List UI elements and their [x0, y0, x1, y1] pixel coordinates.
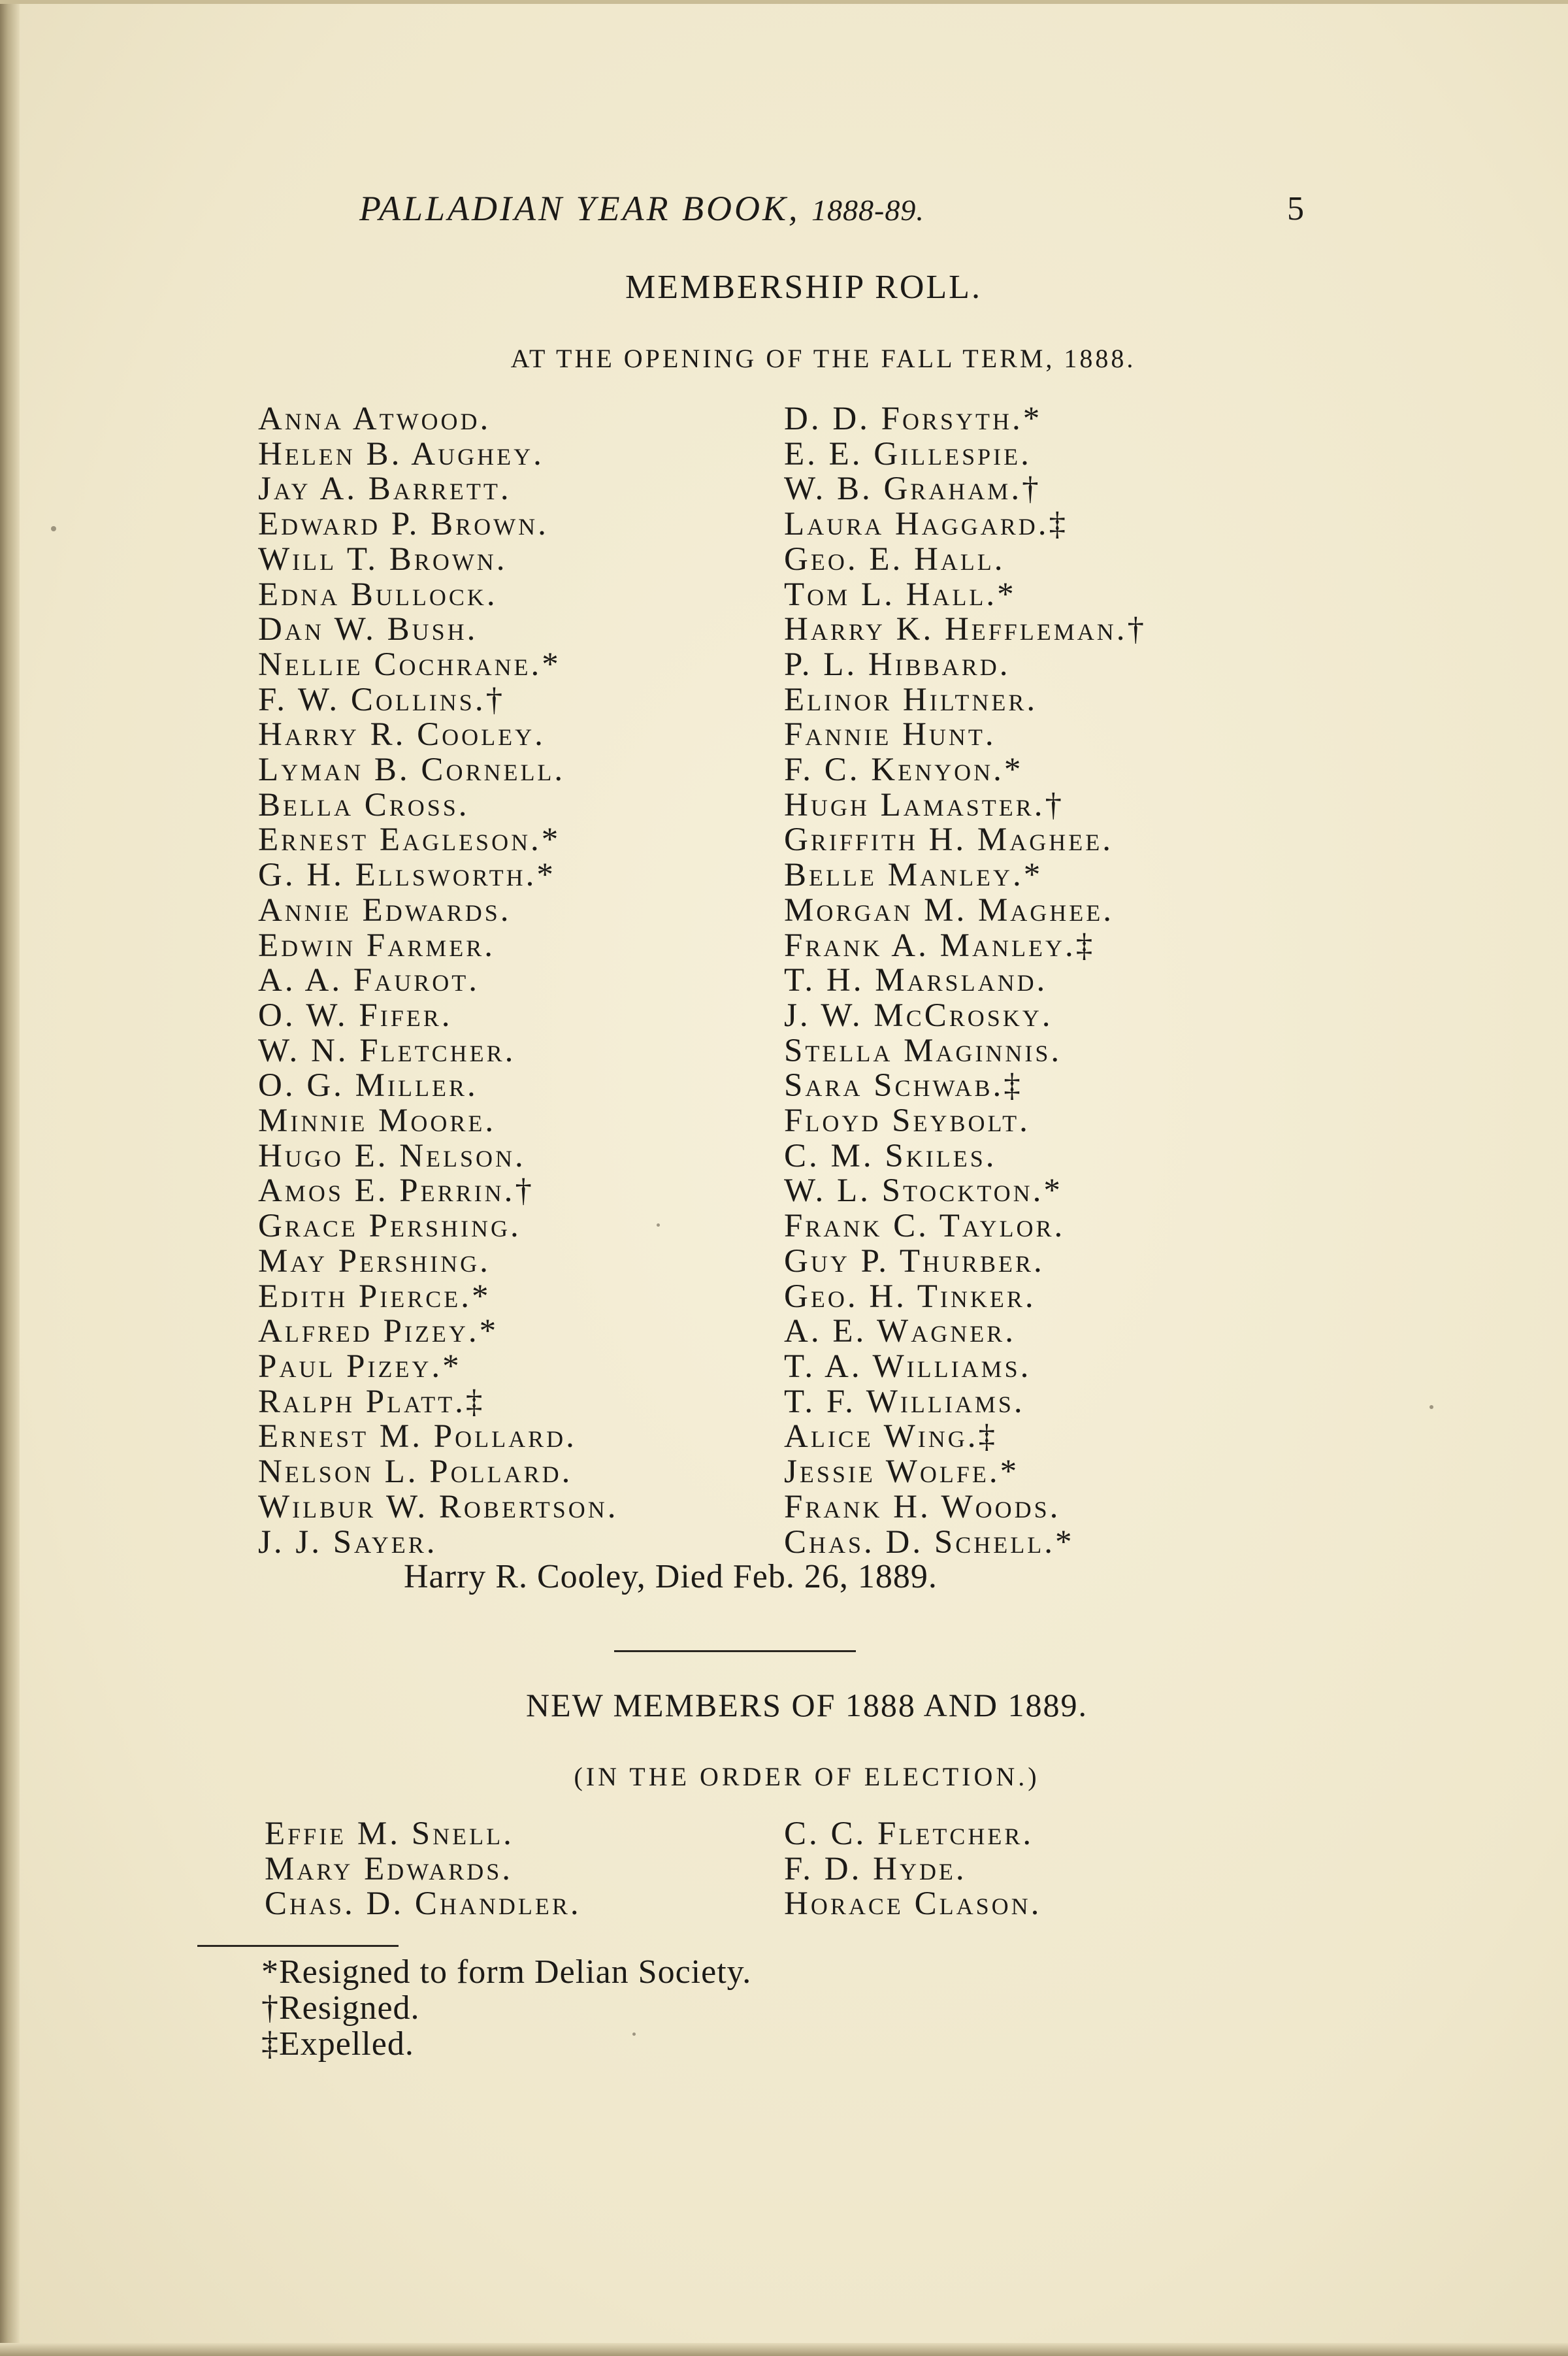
- new-member-name: Mary Edwards.: [265, 1850, 514, 1887]
- new-member-name: Effie M. Snell.: [265, 1816, 514, 1852]
- paper-speck: [632, 2032, 636, 2036]
- member-name: W. B. Graham.†: [784, 471, 1041, 508]
- running-head-years: 1888-89.: [811, 193, 924, 227]
- member-name: Frank C. Taylor.: [784, 1208, 1066, 1245]
- member-name: F. C. Kenyon.*: [784, 752, 1024, 789]
- member-name: Guy P. Thurber.: [784, 1242, 1045, 1280]
- member-name: Paul Pizey.*: [258, 1348, 462, 1385]
- death-note: Harry R. Cooley, Died Feb. 26, 1889.: [404, 1558, 938, 1595]
- member-name: Belle Manley.*: [784, 857, 1043, 894]
- member-name: W. L. Stockton.*: [784, 1172, 1063, 1210]
- new-members-right-column: [784, 1817, 1041, 1922]
- member-name: Edwin Farmer.: [258, 927, 496, 964]
- member-name: Jay A. Barrett.: [258, 471, 512, 508]
- member-name: Sara Schwab.‡: [784, 1067, 1023, 1104]
- member-name: Alice Wing.‡: [784, 1418, 998, 1455]
- new-members-title: NEW MEMBERS OF 1888 AND 1889.: [526, 1687, 1088, 1723]
- member-name: Tom L. Hall.*: [784, 576, 1017, 613]
- member-name: D. D. Forsyth.*: [784, 401, 1043, 437]
- footnotes: [261, 1954, 751, 2062]
- member-name: Dan W. Bush.: [258, 611, 478, 648]
- new-member-name: Horace Clason.: [784, 1885, 1042, 1923]
- running-head: [359, 188, 1209, 229]
- member-name: Griffith H. Maghee.: [784, 821, 1114, 859]
- member-name: Anna Atwood.: [258, 401, 491, 437]
- member-name: Geo. H. Tinker.: [784, 1278, 1036, 1315]
- new-member-name: C. C. Fletcher.: [784, 1816, 1034, 1852]
- paper-speck: [1429, 1405, 1433, 1409]
- footnote: ‡Expelled.: [261, 2025, 414, 2063]
- member-name: T. A. Williams.: [784, 1348, 1032, 1385]
- member-name: Laura Haggard.‡: [784, 506, 1068, 543]
- member-name: Elinor Hiltner.: [784, 681, 1038, 718]
- member-name: E. E. Gillespie.: [784, 435, 1032, 473]
- page-top-edge: [0, 0, 1568, 4]
- member-name: T. H. Marsland.: [784, 962, 1048, 999]
- member-name: Alfred Pizey.*: [258, 1313, 499, 1350]
- member-name: Harry R. Cooley.: [258, 716, 546, 754]
- membership-roll-right-column: [784, 402, 1147, 1560]
- page-number: 5: [1287, 190, 1304, 227]
- new-member-name: F. D. Hyde.: [784, 1850, 967, 1887]
- new-member-name: Chas. D. Chandler.: [265, 1885, 581, 1923]
- member-name: Ernest M. Pollard.: [258, 1418, 577, 1455]
- member-name: Bella Cross.: [258, 786, 470, 823]
- member-name: Hugh Lamaster.†: [784, 786, 1064, 823]
- member-name: May Pershing.: [258, 1242, 491, 1280]
- member-name: Stella Maginnis.: [784, 1032, 1062, 1069]
- member-name: Ralph Platt.‡: [258, 1383, 485, 1420]
- member-name: Geo. E. Hall.: [784, 540, 1005, 578]
- membership-roll-title: MEMBERSHIP ROLL.: [625, 269, 982, 306]
- member-name: Harry K. Heffleman.†: [784, 611, 1147, 648]
- member-name: Edward P. Brown.: [258, 506, 549, 543]
- member-name: Frank H. Woods.: [784, 1488, 1061, 1525]
- member-name: Jessie Wolfe.*: [784, 1453, 1020, 1491]
- member-name: Nellie Cochrane.*: [258, 646, 561, 683]
- paper-speck: [51, 526, 56, 531]
- member-name: J. W. McCrosky.: [784, 997, 1053, 1034]
- member-name: A. E. Wagner.: [784, 1313, 1016, 1350]
- member-name: Floyd Seybolt.: [784, 1103, 1030, 1140]
- new-members-subtitle: (IN THE ORDER OF ELECTION.): [574, 1762, 1040, 1791]
- member-name: Wilbur W. Robertson.: [258, 1488, 619, 1525]
- member-name: Annie Edwards.: [258, 891, 512, 929]
- member-name: A. A. Faurot.: [258, 962, 480, 999]
- membership-roll-subtitle: AT THE OPENING OF THE FALL TERM, 1888.: [510, 344, 1136, 373]
- member-name: T. F. Williams.: [784, 1383, 1025, 1420]
- page-bottom-edge: [0, 2343, 1568, 2356]
- member-name: Helen B. Aughey.: [258, 435, 544, 473]
- member-name: Edith Pierce.*: [258, 1278, 491, 1315]
- member-name: C. M. Skiles.: [784, 1137, 997, 1174]
- member-name: Fannie Hunt.: [784, 716, 996, 754]
- member-name: Minnie Moore.: [258, 1103, 497, 1140]
- member-name: W. N. Fletcher.: [258, 1032, 516, 1069]
- member-name: Lyman B. Cornell.: [258, 752, 566, 789]
- member-name: O. G. Miller.: [258, 1067, 478, 1104]
- member-name: Frank A. Manley.‡: [784, 927, 1096, 964]
- footnote: *Resigned to form Delian Society.: [261, 1953, 752, 1991]
- footnote: †Resigned.: [261, 1989, 420, 2027]
- member-name: O. W. Fifer.: [258, 997, 453, 1034]
- paper-speck: [657, 1223, 660, 1227]
- footnote-rule: [197, 1945, 399, 1947]
- member-name: Ernest Eagleson.*: [258, 821, 561, 859]
- member-name: Amos E. Perrin.†: [258, 1172, 534, 1210]
- member-name: Chas. D. Schell.*: [784, 1523, 1075, 1561]
- member-name: J. J. Sayer.: [258, 1523, 438, 1561]
- section-divider: [614, 1650, 856, 1652]
- member-name: P. L. Hibbard.: [784, 646, 1011, 683]
- membership-roll-left-column: [258, 402, 619, 1560]
- member-name: Hugo E. Nelson.: [258, 1137, 526, 1174]
- member-name: Edna Bullock.: [258, 576, 498, 613]
- member-name: Grace Pershing.: [258, 1208, 521, 1245]
- member-name: G. H. Ellsworth.*: [258, 857, 556, 894]
- member-name: Nelson L. Pollard.: [258, 1453, 573, 1491]
- running-head-title: PALLADIAN YEAR BOOK,: [359, 189, 800, 228]
- member-name: F. W. Collins.†: [258, 681, 506, 718]
- member-name: Morgan M. Maghee.: [784, 891, 1115, 929]
- member-name: Will T. Brown.: [258, 540, 508, 578]
- new-members-left-column: [265, 1817, 581, 1922]
